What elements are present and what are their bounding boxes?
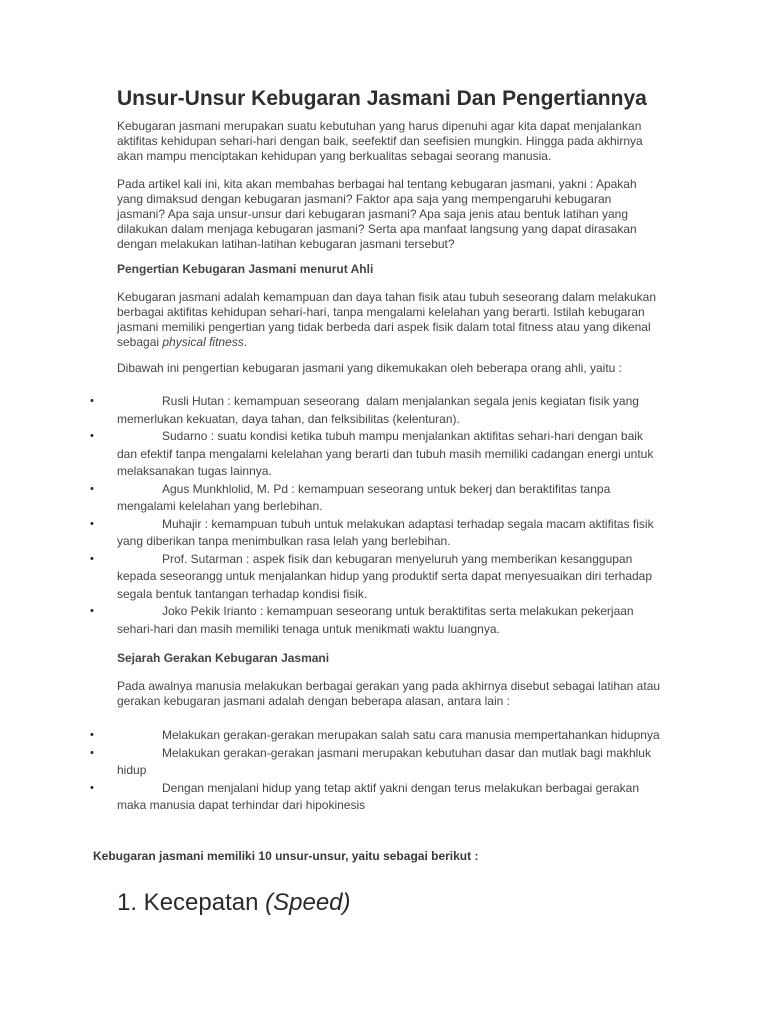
list-item-text: Joko Pekik Irianto : kemampuan seseorang untuk beraktifitas serta melakukan pekerjaan sehari-hari dan masih memiliki tenaga untuk menikmati waktu luangnya. bbox=[117, 604, 634, 636]
list-item-text: Prof. Sutarman : aspek fisik dan kebugaran menyeluruh yang memberikan kesanggupan kepada seseorangg untuk menjalankan hidup yang produktif serta dapat menyesuaikan diri terhadap segala bentuk tantangan terhadap kondisi fisik. bbox=[117, 551, 653, 601]
bullet-icon: • bbox=[90, 605, 94, 617]
reasons-list bbox=[90, 727, 660, 815]
item-heading-kecepatan bbox=[117, 888, 351, 918]
list-item bbox=[90, 481, 660, 516]
intro-paragraph-2: Pada artikel kali ini, kita akan membahas berbagai hal tentang kebugaran jasmani, yakni : Apakah yang dimaksud dengan kebugaran jasmani? Faktor apa saja yang mempengaruhi kebugaran jasmani? Apa saja unsur-unsur dari kebugaran jasmani? Apa saja jenis atau bentuk latihan yang dilakukan dalam menjaga kebugaran jasmani? Serta apa manfaat langsung yang dapat dirasakan dengan melakukan latihan-latihan kebugaran jasmani tersebut? bbox=[117, 177, 637, 251]
list-item bbox=[90, 780, 660, 815]
list-item bbox=[90, 603, 660, 638]
bullet-icon: • bbox=[90, 430, 94, 442]
item-heading-label: 1. Kecepatan bbox=[117, 889, 266, 916]
list-item-text: Dengan menjalani hidup yang tetap aktif yakni dengan terus melakukan berbagai gerakan maka manusia dapat terhindar dari hipokinesis bbox=[117, 780, 639, 812]
experts-intro-paragraph: Dibawah ini pengertian kebugaran jasmani yang dikemukakan oleh beberapa orang ahli, yaitu : bbox=[117, 361, 622, 375]
list-item bbox=[90, 393, 660, 428]
definition-text: Kebugaran jasmani adalah kemampuan dan daya tahan fisik atau tubuh seseorang dalam melakukan berbagai aktifitas kehidupan sehari-hari, tanpa mengalami kelelahan yang berarti. Istilah kebugaran jasmani memiliki pengertian yang tidak berbeda dari aspek fisik dalam total fitness atau yang dikenal sebagai bbox=[117, 290, 657, 349]
bullet-icon: • bbox=[90, 729, 94, 741]
list-item-text: Melakukan gerakan-gerakan jasmani merupakan kebutuhan dasar dan mutlak bagi makhluk hidup bbox=[117, 745, 651, 777]
bullet-icon: • bbox=[90, 517, 94, 530]
section-heading-pengertian: Pengertian Kebugaran Jasmani menurut Ahli bbox=[117, 262, 374, 276]
list-item-text: Agus Munkhlolid, M. Pd : kemampuan seseorang untuk bekerj dan beraktifitas tanpa mengalami kelelahan yang berlebihan. bbox=[117, 481, 611, 513]
item-heading-italic: (Speed) bbox=[265, 889, 351, 916]
section-heading-sejarah: Sejarah Gerakan Kebugaran Jasmani bbox=[117, 651, 330, 665]
definition-paragraph bbox=[117, 290, 662, 350]
experts-list bbox=[90, 393, 660, 638]
bullet-icon: • bbox=[90, 552, 94, 565]
list-item-text: Muhajir : kemampuan tubuh untuk melakukan adaptasi terhadap segala macam aktifitas fisik yang diberikan tanpa menimbulkan rasa lelah yang berlebihan. bbox=[117, 516, 654, 548]
list-item bbox=[90, 745, 660, 780]
bullet-icon: • bbox=[90, 746, 94, 759]
list-item bbox=[90, 428, 660, 481]
definition-end: . bbox=[243, 335, 248, 349]
list-item bbox=[90, 727, 660, 745]
history-paragraph: Pada awalnya manusia melakukan berbagai gerakan yang pada akhirnya disebut sebagai latihan atau gerakan kebugaran jasmani adalah dengan beberapa alasan, antara lain : bbox=[117, 679, 661, 708]
list-item bbox=[90, 516, 660, 551]
list-item-text: Sudarno : suatu kondisi ketika tubuh mampu menjalankan aktifitas sehari-hari dengan baik dan efektif tanpa mengalami kelelahan yang berarti dan tubuh masih memiliki cadangan energi untuk melaksanakan tugas lainnya. bbox=[117, 429, 654, 478]
list-item bbox=[90, 551, 660, 604]
intro-paragraph-1: Kebugaran jasmani merupakan suatu kebutuhan yang harus dipenuhi agar kita dapat menjalankan aktifitas kehidupan sehari-hari dengan baik, seefektif dan seefisien mungkin. Hingga pada akhirnya akan mampu menciptakan kehidupan yang berkualitas sebagai seorang manusia. bbox=[117, 119, 643, 163]
summary-line: Kebugaran jasmani memiliki 10 unsur-unsur, yaitu sebagai berikut : bbox=[93, 849, 479, 863]
bullet-icon: • bbox=[90, 781, 94, 794]
list-item-text: Melakukan gerakan-gerakan merupakan salah satu cara manusia mempertahankan hidupnya bbox=[162, 728, 660, 742]
bullet-icon: • bbox=[90, 482, 94, 495]
list-item-text: Rusli Hutan : kemampuan seseorang dalam menjalankan segala jenis kegiatan fisik yang memerlukan kekuatan, daya tahan, dan felksibilitas (kelenturan). bbox=[117, 394, 639, 426]
bullet-icon: • bbox=[90, 395, 94, 407]
document-title: Unsur-Unsur Kebugaran Jasmani Dan Pengertiannya bbox=[117, 87, 647, 110]
definition-italic-term: physical fitness bbox=[162, 335, 244, 349]
